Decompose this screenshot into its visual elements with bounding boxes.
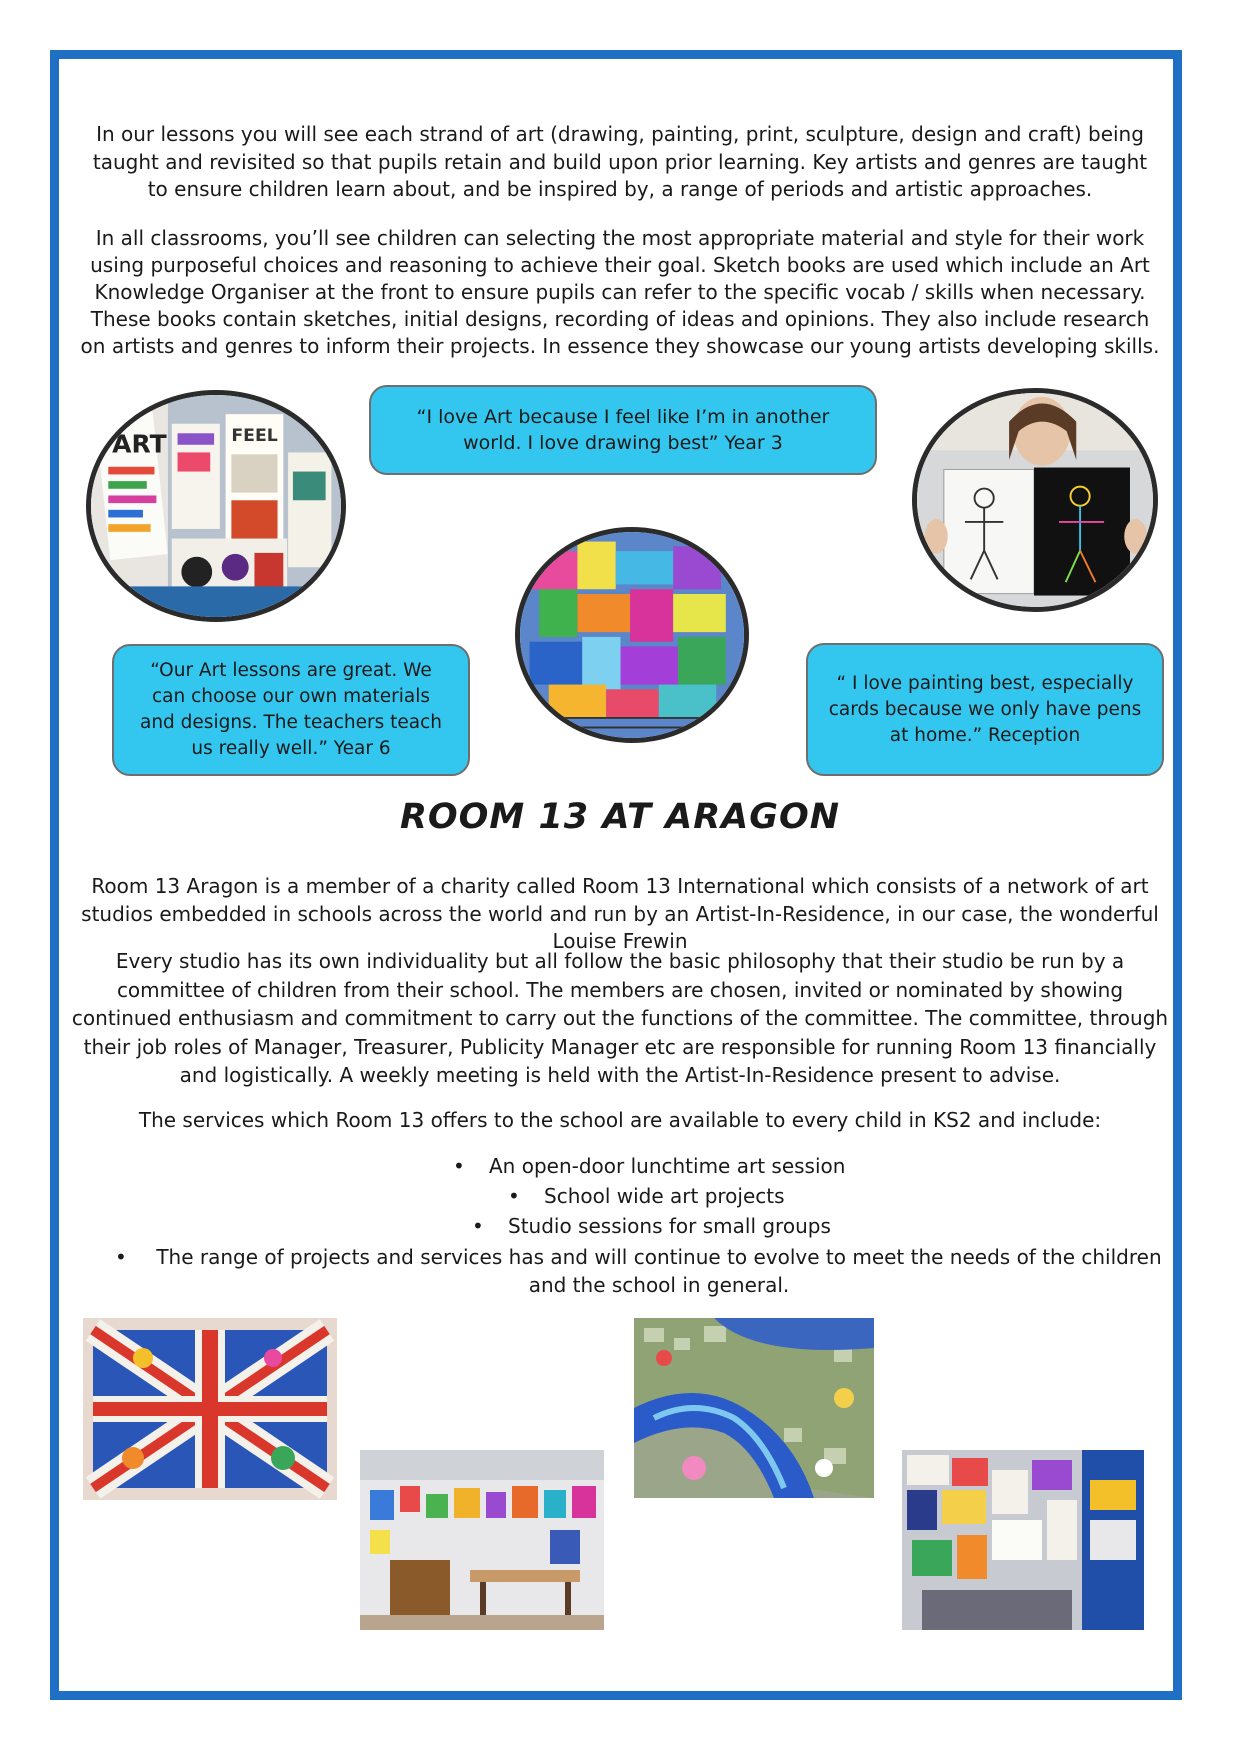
display-feel-text: FEEL	[231, 425, 278, 446]
list-item	[115, 1243, 1165, 1299]
quote-year3	[369, 385, 877, 475]
list-item	[508, 1182, 785, 1210]
room13-paragraph-2: Every studio has its own individuality but all follow the basic philosophy that their studio be run by a committee of children from their school. The members are chosen, invited or nominated by showing continued enthusiasm and commitment to carry out the functions of the committee. The committee, through their job roles of Manager, Treasurer, Publicity Manager etc are responsible for running Room 13 financially and logistically. A weekly meeting is held with the Artist-In-Residence present to advise.	[71, 949, 1169, 1087]
intro-paragraph-1: In our lessons you will see each strand of art (drawing, painting, print, sculpture, design and craft) being taught and revisited so that pupils retain and build upon prior learning. Key artists and genres are taught to ensure children learn about, and be inspired by, a range of periods and artistic approaches.	[92, 122, 1148, 201]
bullet-glyph: •	[508, 1184, 520, 1208]
list-item	[453, 1152, 846, 1180]
list-item	[472, 1212, 831, 1240]
room13-paragraph-1: Room 13 Aragon is a member of a charity called Room 13 International which consists of a network of art studios embedded in schools across the world and run by an Artist-In-Residence, in our case, the wonderful Louise Frewin	[81, 874, 1159, 953]
room13-paragraph-3: The services which Room 13 offers to the school are available to every child in KS2 and include:	[138, 1108, 1102, 1132]
child-sketchbook-photo	[912, 388, 1158, 612]
list-item-text: An open-door lunchtime art session	[489, 1154, 846, 1178]
display-art-text: ART	[112, 429, 167, 459]
quote-year6	[112, 644, 470, 776]
mosaic-photo	[634, 1318, 874, 1498]
quote-year3-text: “I love Art because I feel like I’m in another world. I love drawing best” Year 3	[416, 406, 830, 454]
bullet-glyph: •	[453, 1154, 465, 1178]
list-item-text: The range of projects and services has and will continue to evolve to meet the needs of the children and the school in general.	[156, 1245, 1162, 1297]
art-display-photo	[86, 390, 346, 622]
bullet-glyph: •	[472, 1214, 484, 1238]
intro-paragraph-2: In all classrooms, you’ll see children can selecting the most appropriate material and style for their work using purposeful choices and reasoning to achieve their goal. Sketch books are used which include an Art Knowledge Organiser at the front to ensure pupils can refer to the specific vocab / skills when necessary. These books contain sketches, initial designs, recording of ideas and opinions. They also include research on artists and genres to inform their projects. In essence they showcase our young artists developing skills.	[80, 226, 1160, 358]
list-item-text: Studio sessions for small groups	[508, 1214, 831, 1238]
stained-glass-photo	[515, 527, 749, 743]
bullet-glyph: •	[115, 1245, 127, 1269]
display-board-photo	[902, 1450, 1144, 1630]
art-studio-photo	[360, 1450, 604, 1630]
room13-heading: ROOM 13 AT ARAGON	[399, 797, 841, 837]
quote-year6-text: “Our Art lessons are great. We can choose our own materials and designs. The teachers teach us really well.” Year 6	[140, 660, 442, 759]
union-jack-mural-photo	[83, 1318, 337, 1500]
quote-reception-text: “ I love painting best, especially cards because we only have pens at home.” Reception	[828, 672, 1142, 746]
quote-reception	[806, 643, 1164, 776]
list-item-text: School wide art projects	[544, 1184, 785, 1208]
